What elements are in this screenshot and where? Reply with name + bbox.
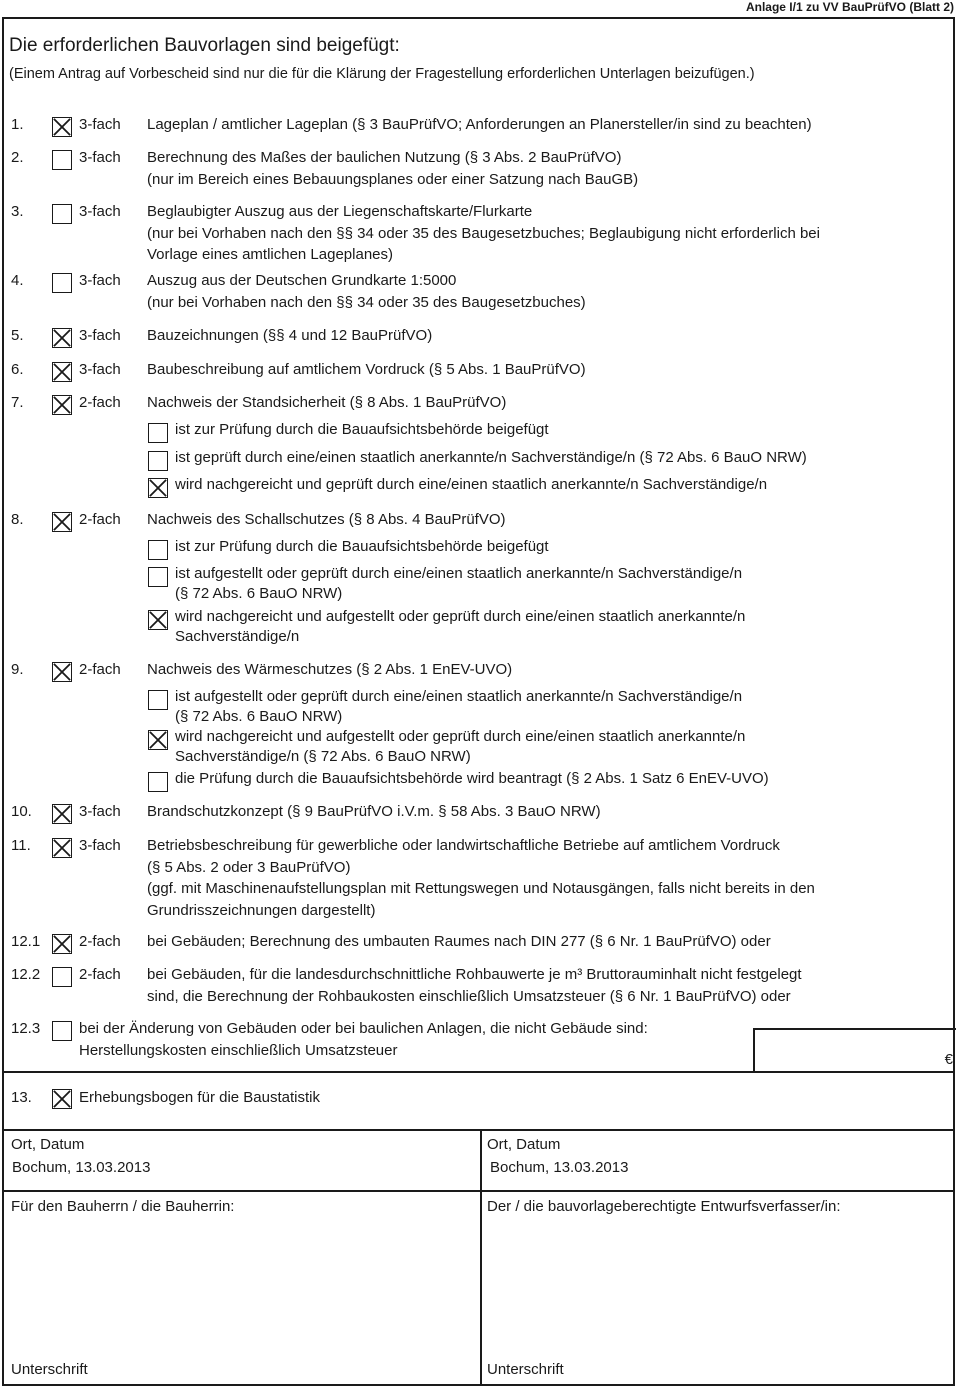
item-4-copies: 3-fach [79,272,121,289]
item-3-number: 3. [11,203,24,220]
item-5-checkbox[interactable] [52,328,72,348]
divider [2,1190,955,1192]
item-6-checkbox[interactable] [52,362,72,382]
right-place-date-label: Ort, Datum [487,1136,561,1153]
item-8-option-2-label: (§ 72 Abs. 6 BauO NRW) [175,585,343,602]
checkmark-x-icon [53,396,71,414]
item-2-description: (nur im Bereich eines Bebauungsplanes oder einer Satzung nach BauGB) [147,170,639,188]
checkmark-x-icon [149,479,167,497]
checkmark-x-icon [53,118,71,136]
checkmark-x-icon [53,839,71,857]
item-6-description: Baubeschreibung auf amtlichem Vordruck (§ 5 Abs. 1 BauPrüfVO) [147,361,586,378]
item-7-option-3-checkbox[interactable] [148,478,168,498]
checkmark-x-icon [53,363,71,381]
item-9-option-1-label: (§ 72 Abs. 6 BauO NRW) [175,708,343,725]
item-9-option-3-label: die Prüfung durch die Bauaufsichtsbehörde wird beantragt (§ 2 Abs. 1 Satz 6 EnEV-UVO) [175,770,769,787]
item-8-copies: 2-fach [79,511,121,528]
item-8-option-3-label: Sachverständige/n [175,628,300,645]
item-7-number: 7. [11,394,24,411]
left-place-date-label: Ort, Datum [11,1136,85,1153]
item-4-number: 4. [11,272,24,289]
item-9-option-1-checkbox[interactable] [148,690,168,710]
item-4-description: Auszug aus der Deutschen Grundkarte 1:5000 [147,272,457,289]
item-2-copies: 3-fach [79,149,121,166]
item-12-3-description: Herstellungskosten einschließlich Umsatzsteuer [79,1041,398,1059]
item-9-number: 9. [11,661,24,678]
annex-label: Anlage I/1 zu VV BauPrüfVO (Blatt 2) [745,0,954,14]
item-3-checkbox[interactable] [52,204,72,224]
item-12-2-description: bei Gebäuden, für die landesdurchschnittliche Rohbauwerte je m³ Bruttorauminhalt nicht festgelegt [147,966,802,983]
item-3-description: (nur bei Vorhaben nach den §§ 34 oder 35 des Baugesetzbuches; Beglaubigung nicht erforderlich bei [147,224,820,242]
checkmark-x-icon [149,731,167,749]
item-13-number: 13. [11,1089,32,1106]
page-subtitle: (Einem Antrag auf Vorbescheid sind nur die für die Klärung der Fragestellung erforderlichen Unterlagen beizufügen.) [9,66,755,82]
checkmark-x-icon [53,805,71,823]
checkmark-x-icon [53,1090,71,1108]
item-3-copies: 3-fach [79,203,121,220]
right-signer-role: Der / die bauvorlageberechtigte Entwurfsverfasser/in: [487,1198,841,1215]
item-7-copies: 2-fach [79,394,121,411]
item-12-1-number: 12.1 [11,933,41,950]
euro-currency-label: € [944,1051,953,1068]
item-6-copies: 3-fach [79,361,121,378]
item-2-description: Berechnung des Maßes der baulichen Nutzung (§ 3 Abs. 2 BauPrüfVO) [147,149,622,166]
checkmark-x-icon [53,935,71,953]
item-8-option-2-checkbox[interactable] [148,567,168,587]
right-place-date-value[interactable]: Bochum, 13.03.2013 [490,1159,629,1176]
item-1-checkbox[interactable] [52,117,72,137]
item-12-1-copies: 2-fach [79,933,121,950]
checkmark-x-icon [149,611,167,629]
divider [2,1129,955,1131]
left-place-date-value[interactable]: Bochum, 13.03.2013 [12,1159,151,1176]
item-11-number: 11. [11,837,31,854]
item-2-checkbox[interactable] [52,150,72,170]
item-9-checkbox[interactable] [52,662,72,682]
item-1-copies: 3-fach [79,116,121,133]
item-8-description: Nachweis des Schallschutzes (§ 8 Abs. 4 BauPrüfVO) [147,511,506,528]
item-8-option-1-label: ist zur Prüfung durch die Bauaufsichtsbehörde beigefügt [175,538,549,555]
item-12-3-description: bei der Änderung von Gebäuden oder bei baulichen Anlagen, die nicht Gebäude sind: [79,1020,648,1037]
cost-input[interactable] [753,1028,956,1072]
item-9-option-2-label: wird nachgereicht und aufgestellt oder geprüft durch eine/einen staatlich anerkannte/n [175,728,746,745]
item-11-description: (§ 5 Abs. 2 oder 3 BauPrüfVO) [147,858,351,876]
item-4-checkbox[interactable] [52,273,72,293]
page-title: Die erforderlichen Bauvorlagen sind beigefügt: [9,35,400,56]
item-10-checkbox[interactable] [52,804,72,824]
item-10-number: 10. [11,803,32,820]
item-9-option-2-checkbox[interactable] [148,730,168,750]
divider [2,1071,955,1073]
item-8-checkbox[interactable] [52,512,72,532]
item-6-number: 6. [11,361,24,378]
item-9-description: Nachweis des Wärmeschutzes (§ 2 Abs. 1 EnEV-UVO) [147,661,513,678]
item-8-option-1-checkbox[interactable] [148,540,168,560]
item-9-copies: 2-fach [79,661,121,678]
item-10-description: Brandschutzkonzept (§ 9 BauPrüfVO i.V.m. § 58 Abs. 3 BauO NRW) [147,803,601,820]
item-5-number: 5. [11,327,24,344]
item-8-option-2-label: ist aufgestellt oder geprüft durch eine/einen staatlich anerkannte/n Sachverständige/n [175,565,743,582]
item-13-label: Erhebungsbogen für die Baustatistik [79,1089,320,1106]
column-divider [480,1129,482,1386]
item-10-copies: 3-fach [79,803,121,820]
item-12-2-description: sind, die Berechnung der Rohbaukosten einschließlich Umsatzsteuer (§ 6 Nr. 1 BauPrüfVO) oder [147,987,791,1005]
item-4-description: (nur bei Vorhaben nach den §§ 34 oder 35 des Baugesetzbuches) [147,293,586,311]
item-5-copies: 3-fach [79,327,121,344]
item-12-2-number: 12.2 [11,966,41,983]
item-12-3-checkbox[interactable] [52,1021,72,1041]
item-1-description: Lageplan / amtlicher Lageplan (§ 3 BauPrüfVO; Anforderungen an Planersteller/in sind zu beachten) [147,116,812,133]
item-9-option-3-checkbox[interactable] [148,772,168,792]
item-11-copies: 3-fach [79,837,121,854]
item-13-checkbox[interactable] [52,1089,72,1109]
item-7-option-3-label: wird nachgereicht und geprüft durch eine/einen staatlich anerkannte/n Sachverständige/n [175,476,768,493]
checkmark-x-icon [53,513,71,531]
item-11-checkbox[interactable] [52,838,72,858]
item-11-description: (ggf. mit Maschinenaufstellungsplan mit Rettungswegen und Notausgängen, falls nicht bereits in den [147,880,815,897]
item-3-description: Beglaubigter Auszug aus der Liegenschaftskarte/Flurkarte [147,203,533,220]
item-3-description: Vorlage eines amtlichen Lageplanes) [147,246,393,263]
item-11-description: Betriebsbeschreibung für gewerbliche oder landwirtschaftliche Betriebe auf amtlichem Vordruck [147,837,780,854]
left-signature-label: Unterschrift [11,1361,88,1378]
checkmark-x-icon [53,329,71,347]
item-7-option-2-checkbox[interactable] [148,451,168,471]
item-5-description: Bauzeichnungen (§§ 4 und 12 BauPrüfVO) [147,327,433,344]
checkmark-x-icon [53,663,71,681]
item-2-number: 2. [11,149,24,166]
item-8-option-3-checkbox[interactable] [148,610,168,630]
item-7-checkbox[interactable] [52,395,72,415]
item-7-option-1-label: ist zur Prüfung durch die Bauaufsichtsbehörde beigefügt [175,421,549,438]
item-9-option-2-label: Sachverständige/n (§ 72 Abs. 6 BauO NRW) [175,748,471,765]
item-8-number: 8. [11,511,24,528]
item-12-1-checkbox[interactable] [52,934,72,954]
right-signature-label: Unterschrift [487,1361,564,1378]
item-12-2-checkbox[interactable] [52,967,72,987]
item-12-1-description: bei Gebäuden; Berechnung des umbauten Raumes nach DIN 277 (§ 6 Nr. 1 BauPrüfVO) oder [147,933,771,950]
item-11-description: Grundrisszeichnungen dargestellt) [147,901,376,919]
item-9-option-1-label: ist aufgestellt oder geprüft durch eine/einen staatlich anerkannte/n Sachverständige/n [175,688,743,705]
item-1-number: 1. [11,116,24,133]
item-7-option-2-label: ist geprüft durch eine/einen staatlich anerkannte/n Sachverständige/n (§ 72 Abs. 6 BauO NRW) [175,449,807,466]
item-8-option-3-label: wird nachgereicht und aufgestellt oder geprüft durch eine/einen staatlich anerkannte/n [175,608,746,625]
left-signer-role: Für den Bauherrn / die Bauherrin: [11,1198,235,1215]
item-12-2-copies: 2-fach [79,966,121,983]
item-7-option-1-checkbox[interactable] [148,423,168,443]
item-7-description: Nachweis der Standsicherheit (§ 8 Abs. 1 BauPrüfVO) [147,394,507,411]
item-12-3-number: 12.3 [11,1020,41,1037]
